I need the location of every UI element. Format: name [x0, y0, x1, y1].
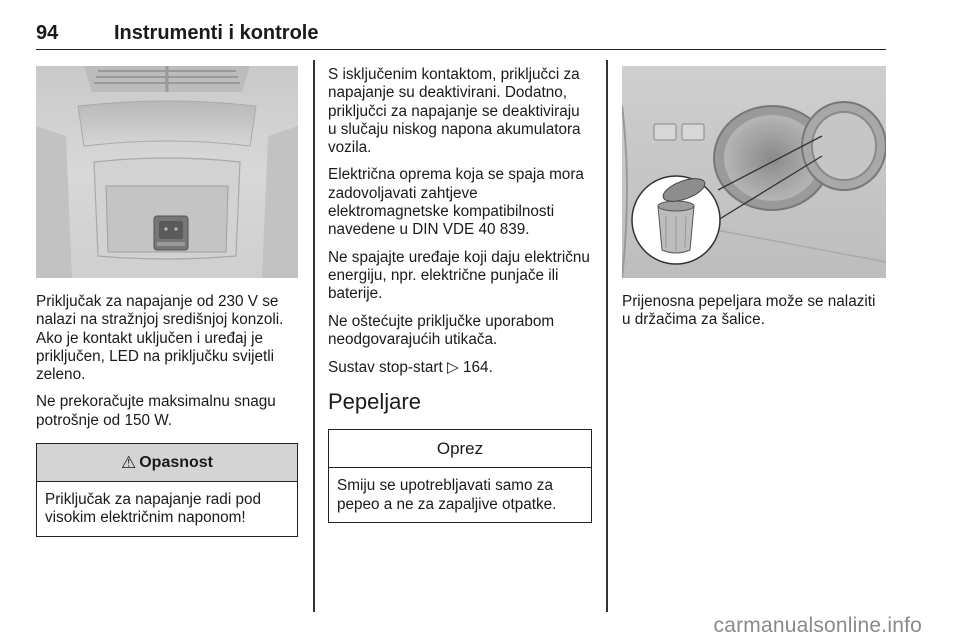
crossref-page-link[interactable]: 164.: [463, 359, 493, 377]
paragraph: S isključenim kontaktom, priključci za napajanje su deaktivirani. Dodatno, priključci za napajanje se deaktiviraju u slučaju niskog napona akumulatora vozila.: [328, 66, 581, 157]
column-divider: [313, 60, 315, 612]
page-number: 94: [36, 22, 59, 44]
danger-box-title: Opasnost: [139, 453, 214, 471]
page-header: [36, 22, 886, 50]
column-1: [36, 66, 298, 537]
warning-triangle-icon: ⚠: [120, 452, 137, 472]
caution-box-text: Smiju se upotrebljavati samo za pepeo a ne za zapaljive otpatke.: [337, 477, 557, 513]
paragraph: Priključak za napajanje od 230 V se nalazi na stražnjoj središnjoj konzoli. Ako je kontakt uključen i uređaj je priključen, LED na priključku svijetli zeleno.: [36, 293, 284, 384]
paragraph: Ne spajajte uređaje koji daju električnu energiju, npr. električne punjače ili baterije.: [328, 248, 590, 303]
paragraph: Prijenosna pepeljara može se nalaziti u držačima za šalice.: [622, 293, 876, 329]
column-divider: [606, 60, 608, 612]
caution-box-title: Oprez: [329, 430, 591, 468]
crossref-text: Sustav stop-start: [328, 359, 443, 377]
page-title: Instrumenti i kontrole: [114, 22, 319, 44]
column-3: [622, 66, 886, 339]
crossref-arrow-icon: ▷: [447, 358, 459, 377]
caution-box: [328, 429, 592, 523]
power-outlet-illustration: [36, 66, 298, 278]
danger-box: [36, 443, 298, 537]
danger-box-header: [37, 444, 297, 482]
watermark: carmanualsonline.info: [713, 614, 922, 637]
paragraph: Električna oprema koja se spaja mora zadovoljavati zahtjeve elektromagnetske kompatibilnosti navedene u DIN VDE 40 839.: [328, 166, 584, 239]
crossref-line: [328, 358, 592, 377]
column-2: [328, 66, 592, 523]
danger-box-text: Priključak za napajanje radi pod visokim električnim naponom!: [45, 491, 261, 527]
section-title: Pepeljare: [328, 389, 421, 415]
paragraph: Ne prekoračujte maksimalnu snagu potrošnje od 150 W.: [36, 393, 276, 429]
ashtray-illustration: [622, 66, 886, 278]
paragraph: Ne oštećujte priključke uporabom neodgovarajućih utikača.: [328, 312, 555, 348]
